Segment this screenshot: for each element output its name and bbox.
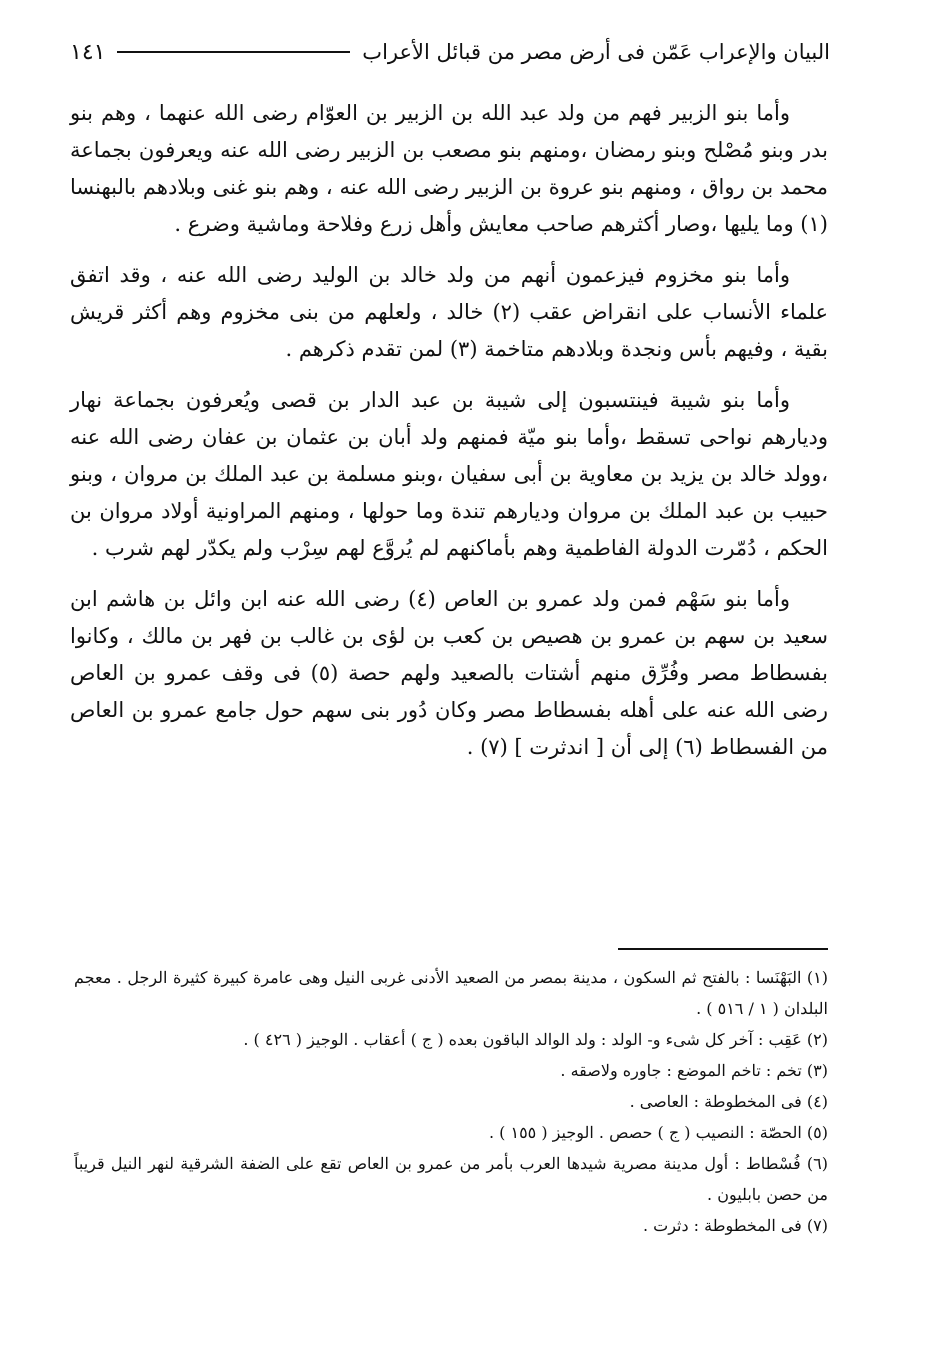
footnote-3: (٣) تخم : تاخم الموضع : جاوره ولاصقه .: [560, 1061, 828, 1080]
footnote-1: (١) البَهْنَسا : بالفتح ثم السكون ، مدينة بمصر من الصعيد الأدنى غربى النيل وهى عامرة كبيرة كثيرة الرجل . معجم البلدان ( ١ / ٥١٦ ) .: [74, 968, 828, 1018]
paragraph-sahm: وأما بنو سَهْم فمن ولد عمرو بن العاص (٤) رضى الله عنه ابن وائل بن هاشم ابن سعيد بن سهم بن عمرو بن هصيص بن كعب بن لؤى بن غالب بن فهر بن مالك ، وكانوا بفسطاط مصر وفُرِّق منهم أشتات بالصعيد ولهم حصة (٥) فى وقف عمرو بن العاص رضى الله عنه على أهله بفسطاط مصر وكان دُور بنى سهم حول جامع عمرو بن العاص من الفسطاط (٦) إلى أن [ اندثرت ] (٧) .: [70, 587, 828, 759]
page-number: ١٤١: [70, 39, 106, 65]
paragraph-zubair: وأما بنو الزبير فهم من ولد عبد الله بن الزبير بن العوّام رضى الله عنهما ، وهم بنو بدر وبنو مُصْلح وبنو رمضان ،ومنهم بنو مصعب بن الزبير رضى الله عنه ويعرفون بجماعة محمد بن رواق ، ومنهم بنو عروة بن الزبير رضى الله عنه ، وهم بنو غنى وبلادهم بالبهنسا (١) وما يليها ،وصار أكثرهم صاحب معايش وأهل زرع وفلاحة وماشية وضرع .: [70, 101, 828, 236]
main-text: [70, 95, 828, 780]
header-rule: [117, 51, 350, 53]
paragraph-shayba: وأما بنو شيبة فينتسبون إلى شيبة بن عبد الدار بن قصى ويُعرفون بجماعة نهار وديارهم نواحى تسقط ،وأما بنو ميّة فمنهم ولد أبان بن عثمان بن عفان رضى الله عنه ،وولد خالد بن يزيد بن معاوية بن أبى سفيان ،وبنو مسلمة بن عبد الملك بن مروان ، وبنو حبيب بن عبد الملك بن مروان وديارهم تندة وما حولها ، ومنهم المراونية أولاد مروان بن الحكم ، دُمّرت الدولة الفاطمية وهم بأماكنهم لم يُروَّع لهم سِرْب ولم يكدّر لهم شرب .: [70, 388, 828, 560]
running-header: [70, 34, 830, 70]
footnote-6: (٦) فُسْطاط : أول مدينة مصرية شيدها العرب بأمر من عمرو بن العاص تقع على الضفة الشرقية لنهر النيل قريباً من حصن بابليون .: [74, 1154, 828, 1204]
footnote-4: (٤) فى المخطوطة : العاصى .: [629, 1092, 828, 1111]
footnote-5: (٥) الحصّة : النصيب ( ج ) حصص . الوجيز ( ١٥٥ ) .: [488, 1123, 828, 1142]
footnotes: [74, 962, 828, 1241]
footnote-2: (٢) عَقِب : آخر كل شىء و- الولد : ولد الوالد الباقون بعده ( ج ) أعقاب . الوجيز ( ٤٢٦ ) .: [243, 1030, 828, 1049]
paragraph-makhzum: وأما بنو مخزوم فيزعمون أنهم من ولد خالد بن الوليد رضى الله عنه ، وقد اتفق علماء الأنساب على انقراض عقب (٢) خالد ، ولعلهم من بنى مخزوم وهم أكثر قريش بقية ، وفيهم بأس ونجدة وبلادهم متاخمة (٣) لمن تقدم ذكرهم .: [70, 263, 828, 361]
running-title: البيان والإعراب عَمّن فى أرض مصر من قبائل الأعراب: [362, 40, 830, 64]
footnote-rule: [618, 948, 828, 950]
footnote-7: (٧) فى المخطوطة : دثرت .: [642, 1216, 828, 1235]
